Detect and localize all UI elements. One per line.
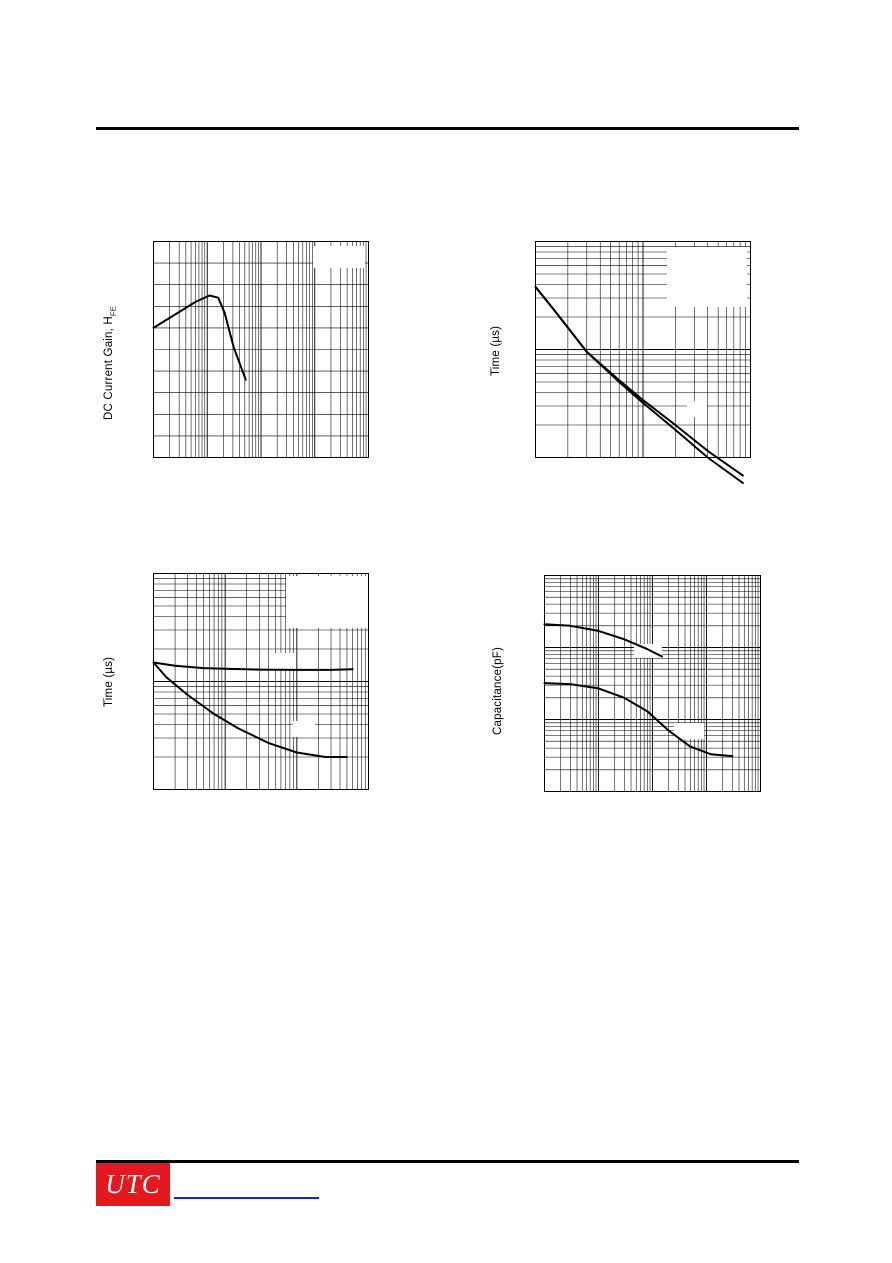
utc-logo-text: UTC [105,1169,161,1199]
legend-area [674,723,704,739]
chart-2-ylabel: Time (µs) [490,325,502,376]
legend-area [273,653,295,669]
chart-1-ylabel: DC Current Gain, $H_{FE}$ [103,306,118,420]
legend-area [667,247,747,307]
chart-1-dc-current-gain [153,241,369,458]
legend-area [293,721,315,737]
chart-3-ylabel: Time (µs) [103,656,115,707]
utc-logo [96,1163,170,1206]
header-rule [96,127,799,130]
website-link[interactable] [174,1197,319,1199]
legend-area [687,401,707,417]
footer-rule [96,1160,799,1163]
chart-4-capacitance [544,575,761,792]
legend-area [313,246,365,268]
chart-2-switching-time [535,241,751,458]
chart-3-storage-fall-time [153,573,369,790]
legend-area [286,576,368,628]
chart-4-ylabel: Capacitance(pF) [492,646,504,735]
